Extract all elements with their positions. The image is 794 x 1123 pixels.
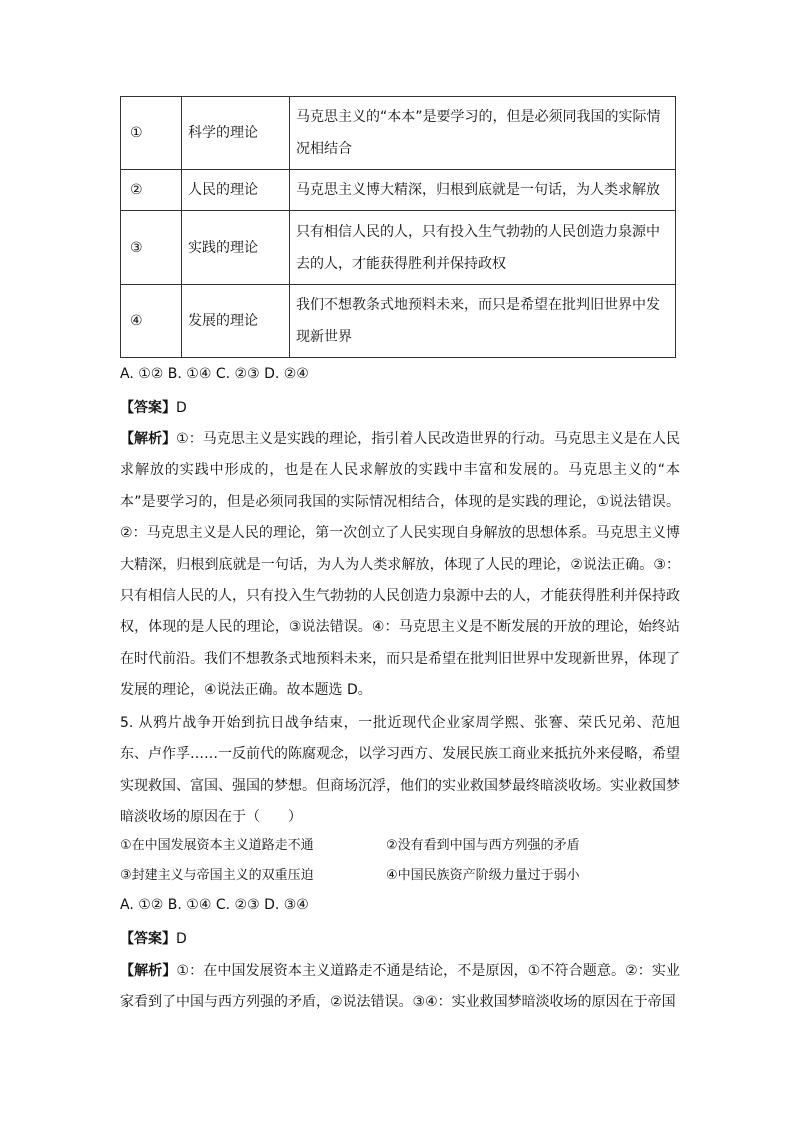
- answer-value: D: [176, 931, 187, 947]
- table-row: [121, 97, 676, 170]
- row-description: 我们不想教条式地预料未来，而只是希望在批判旧世界中发现新世界: [290, 285, 676, 358]
- choice-4: ④中国民族资产阶级力量过于弱小: [386, 868, 580, 883]
- q5-analysis: [120, 956, 680, 1019]
- analysis-text: ①：马克思主义是实践的理论，指引着人民改造世界的行动。马克思主义是在人民求解放的实践中形成的，也是在人民求解放的实践中丰富和发展的。马克思主义的“本本”是要学习的，但是必须同我国的实际情况相结合，体现的是实践的理论，①说法错误。②：马克思主义是人民的理论，第一次创立了人民实现自身解放的思想体系。马克思主义博大精深，归根到底就是一句话，为人为人类求解放，体现了人民的理论，②说法正确。③：只有相信人民的人，只有投入生气勃勃的人民创造力泉源中去的人，才能获得胜利并保持政权，体现的是人民的理论，③说法错误。④：马克思主义是不断发展的开放的理论，始终站在时代前沿。我们不想教条式地预料未来，而只是希望在批判旧世界中发现新世界，体现了发展的理论，④说法正确。故本题选 D。: [120, 431, 680, 699]
- q5-stem: 5. 从鸦片战争开始到抗日战争结束，一批近现代企业家周学熙、张謇、荣氏兄弟、范旭东、卢作孚……一反前代的陈腐观念，以学习西方、发展民族工商业来抵抗外来侵略，希望实现救国、富国、强国的梦想。但商场沉浮，他们的实业救国梦最终暗淡收场。实业救国梦暗淡收场的原因在于（ ）: [120, 715, 680, 826]
- analysis-text: ①：在中国发展资本主义道路走不通是结论，不是原因，①不符合题意。②：实业家看到了中国与西方列强的矛盾，②说法错误。③④：实业救国梦暗淡收场的原因在于帝国: [120, 963, 681, 1011]
- row-number: ①: [121, 97, 182, 170]
- table-row: [121, 285, 676, 358]
- q5-options: A. ①② B. ①④ C. ②③ D. ③④: [120, 897, 309, 913]
- row-name: 科学的理论: [182, 97, 290, 170]
- q4-answer: [120, 397, 680, 417]
- table-row: [121, 170, 676, 211]
- q5-answer: [120, 928, 680, 948]
- answer-value: D: [176, 400, 187, 416]
- row-name: 人民的理论: [182, 170, 290, 211]
- options-table: [120, 96, 676, 358]
- analysis-label: 【解析】: [120, 431, 177, 447]
- q4-analysis: [120, 424, 680, 707]
- row-name: 实践的理论: [182, 211, 290, 285]
- answer-label: 【答案】: [120, 931, 176, 947]
- answer-label: 【答案】: [120, 400, 176, 416]
- row-number: ②: [121, 170, 182, 211]
- row-description: 马克思主义博大精深，归根到底就是一句话，为人类求解放: [290, 170, 676, 211]
- q4-options: A. ①② B. ①④ C. ②③ D. ②④: [120, 366, 309, 382]
- row-description: 马克思主义的“本本”是要学习的，但是必须同我国的实际情况相结合: [290, 97, 676, 170]
- q5-choices-row-2: [120, 864, 680, 883]
- q5-choices-row-1: [120, 834, 680, 853]
- row-name: 发展的理论: [182, 285, 290, 358]
- table-row: [121, 211, 676, 285]
- choice-3: ③封建主义与帝国主义的双重压迫: [120, 868, 314, 883]
- choice-1: ①在中国发展资本主义道路走不通: [120, 838, 314, 853]
- choice-2: ②没有看到中国与西方列强的矛盾: [386, 838, 580, 853]
- row-description: 只有相信人民的人，只有投入生气勃勃的人民创造力泉源中去的人，才能获得胜利并保持政权: [290, 211, 676, 285]
- row-number: ③: [121, 211, 182, 285]
- analysis-label: 【解析】: [120, 963, 177, 979]
- row-number: ④: [121, 285, 182, 358]
